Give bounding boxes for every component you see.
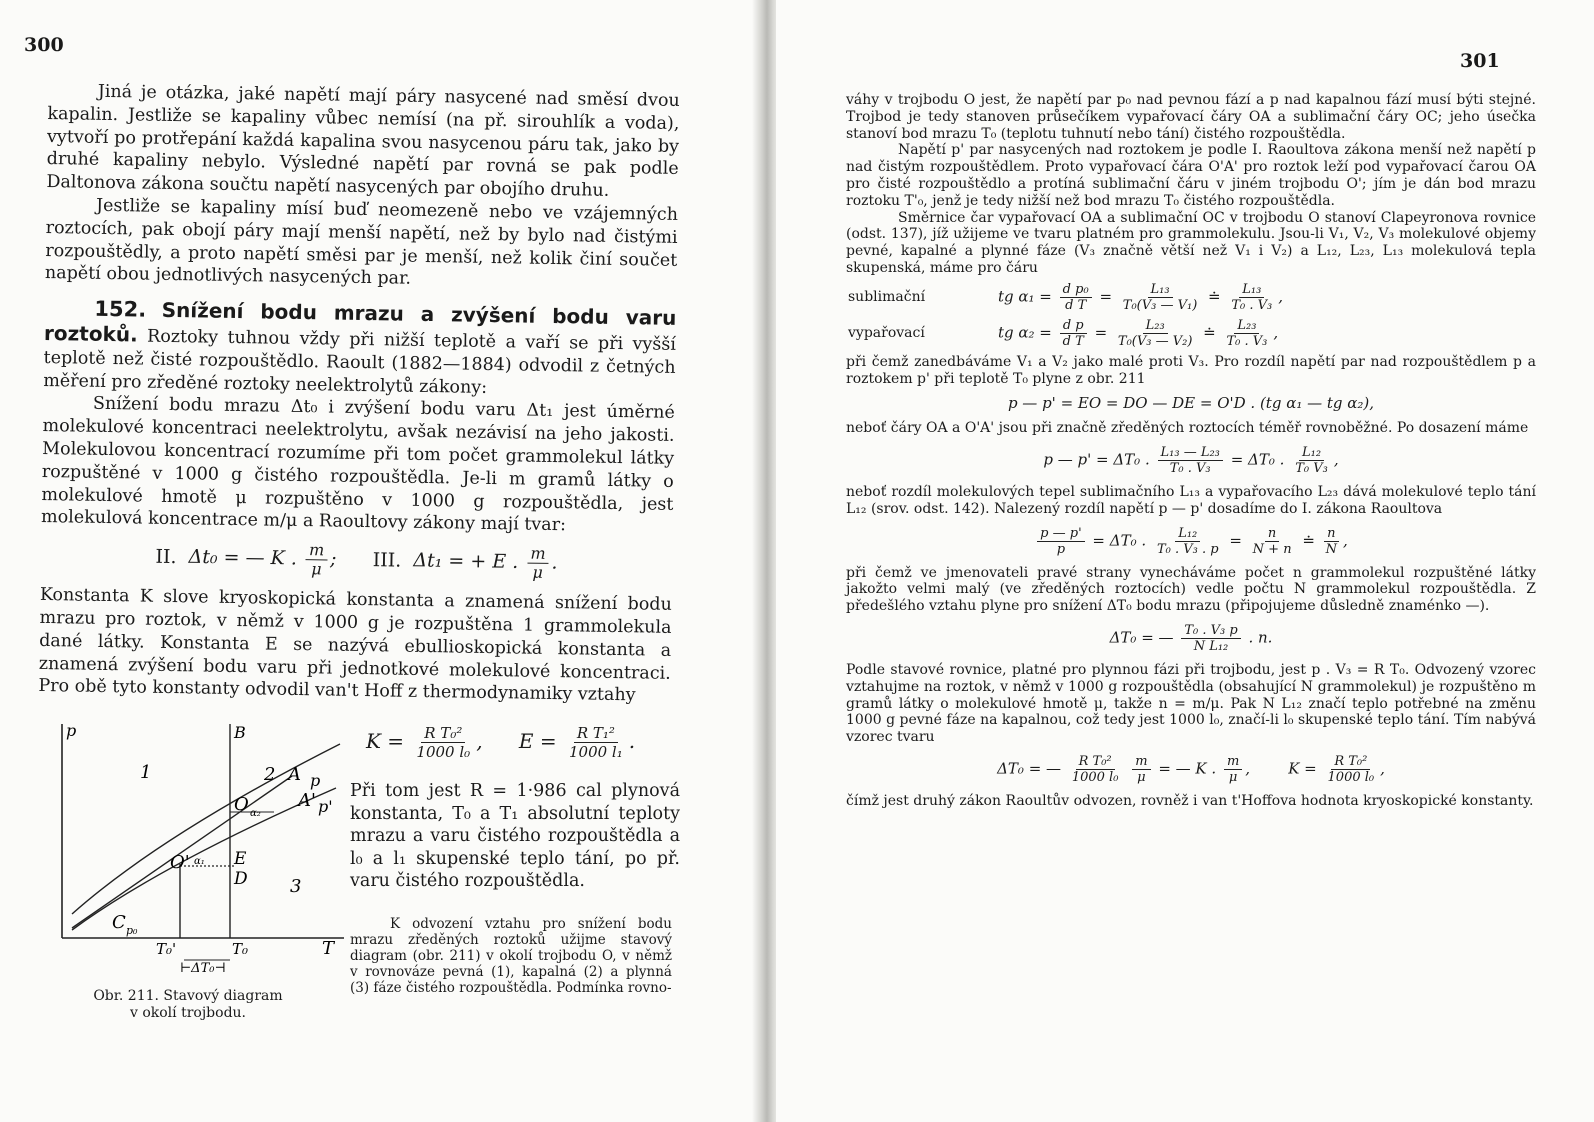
paragraph-solution-pressure: Napětí p' par nasycených nad roztokem je podle I. Raoultova zákona menší než napětí p nad čistým rozpouštědlem. Proto vypařovací čára O'A' pro roztok leží pod vypařovací čarou OA pro čisté rozpouštědlo a protíná sublimační čáru v jiném trojbodu O'; jím je dán bod mrazu roztoku T'₀, jenž je tedy nižší než bod mrazu T₀ čistého rozpouštědla. — [846, 142, 1536, 209]
vanthoff-formulas — [366, 724, 686, 761]
label-E: E — [234, 849, 247, 869]
eq2-f2-den: T₀(V₃ — V₂) — [1117, 333, 1193, 349]
phase-diagram-figure — [52, 716, 348, 986]
label-Oprime: O' — [170, 852, 190, 873]
e-fraction — [566, 724, 626, 761]
eq6-den: N L₁₂ — [1193, 638, 1229, 654]
label-T: T — [322, 938, 335, 959]
eq4-frac2 — [1292, 445, 1331, 476]
label-A: A — [288, 764, 301, 785]
equation-sublimation — [846, 282, 1536, 313]
eq7-f4-num: R T₀² — [1331, 754, 1370, 770]
eq7-frac4 — [1325, 754, 1378, 785]
eq2-frac2 — [1115, 318, 1196, 349]
eq1-frac2 — [1120, 282, 1201, 313]
eq1-f2-den: T₀(V₃ — V₁) — [1122, 297, 1198, 313]
label-T0: T₀ — [232, 940, 249, 958]
k-lhs: K = — [366, 729, 405, 753]
eq7-lhs: ΔT₀ = — — [997, 759, 1062, 778]
section-title: Snížení bodu mrazu a zvýšení bodu varu roztoků. — [43, 297, 677, 347]
paragraph-triple-point: váhy v trojbodu O jest, že napětí par p₀ nad pevnou fází a p nad kapalnou fází musí býti stejné. Trojbod je tedy stanoven průsečíkem vypařovací čáry OA a sublimační čáry OC; jeho úsečka stanoví bod mrazu T₀ (teplotu tuhnutí nebo tání) čistého rozpouštědla. — [846, 92, 1536, 142]
eq1-lhs: tg α₁ = — [998, 287, 1052, 306]
eq1-f3-num: L₁₃ — [1239, 282, 1264, 298]
eq-sublimation-label: sublimační — [848, 288, 926, 305]
eq5-frac2 — [1154, 526, 1222, 557]
eq7-f1-den: 1000 l₀ — [1071, 769, 1119, 785]
eq2-f1-den: d T — [1062, 333, 1084, 349]
law2-fraction — [306, 541, 328, 578]
figure-caption-line1: Obr. 211. Stavový diagram — [93, 988, 283, 1004]
law2-lhs: Δt₀ = — K . — [188, 545, 298, 570]
e-num: R T₁² — [574, 724, 618, 743]
figure-caption — [68, 988, 308, 1022]
eq7-f4-den: 1000 l₀ — [1327, 769, 1375, 785]
eq6-lhs: ΔT₀ = — — [1109, 628, 1174, 647]
paragraph-clapeyron: Směrnice čar vypařovací OA a sublimační OC v trojbodu O stanoví Clapeyronova rovnice (odst. 137), jíž užijeme ve tvaru platném pro grammolekulu. Jsou-li V₁, V₂, V₃ molekulové objemy pevné, kapalné a plynné fáze (V₃ značně větší než V₁ i V₂) a L₁₂, L₂₃, L₁₃ molekulová tepla skupenská, máme pro čáru — [846, 209, 1536, 276]
eq4-f2-den: T₀ V₃ — [1295, 460, 1328, 476]
label-Aprime: A' — [298, 790, 316, 811]
law2-num: m — [306, 541, 327, 560]
law3-lhs: Δt₁ = + E . — [413, 549, 519, 574]
paragraph-constants: Konstanta K slove kryoskopická konstanta a znamená snížení bodu mrazu pro roztok, v němž v 1000 g je rozpuštěna 1 grammolekula dané látky. Konstanta E se nazývá ebullioskopická konstanta a znamená zvýšení bodu varu při jednotkové molekulové koncentraci. Pro obě tyto konstanty odvodil van't Hoff z thermodynamiky vztahy — [38, 585, 672, 706]
page-number-left: 300 — [24, 34, 64, 56]
gas-constant-paragraph — [350, 780, 680, 893]
figure-caption-line2: v okolí trojbodu. — [129, 1005, 246, 1021]
law2-den: μ — [311, 559, 322, 579]
eq2-f1-num: d p — [1060, 318, 1087, 334]
eq5-f2-num: L₁₂ — [1175, 526, 1200, 542]
paragraph-gas-constant: Při tom jest R = 1·986 cal plynová konstanta, T₀ a T₁ absolutní teploty mrazu a varu čistého rozpouštědla a l₀ a l₁ skupenské teplo tání, po př. varu čistého rozpouštědla. — [350, 781, 680, 891]
paragraph-heat-of-fusion: neboť rozdíl molekulových tepel sublimačního L₁₃ a vypařovacího L₂₃ dává molekulové teplo tání L₁₂ (srov. odst. 142). Nalezený rozdíl napětí p — p' dosadíme do I. zákona Raoultova — [846, 483, 1536, 517]
eq7-frac1 — [1069, 754, 1122, 785]
law3-num: m — [527, 545, 548, 564]
eq6-rhs: . n. — [1248, 628, 1273, 647]
paragraph-raoult-laws: Snížení bodu mrazu Δt₀ i zvýšení bodu varu Δt₁ jest úměrné molekulové koncentraci neelektrolytu, avšak nezávisí na jeho jakosti. Molekulovou koncentrací rozumíme při tom počet grammolekul látky rozpuštěné v 1000 g čistého rozpouštědla. Je-li m gramů látky o molekulové hmotě μ rozpuštěno v 1000 g rozpouštědla, jest molekulová koncentrace m/μ a Raoultovy zákony mají tvar: — [40, 394, 676, 536]
k-num: R T₀² — [421, 724, 465, 743]
paragraph-state-equation: Podle stavové rovnice, platné pro plynnou fázi při trojbodu, jest p . V₃ = R T₀. Odvozený vzorec vztahujme na roztok, v němž v 1000 g rozpouštědla (obsahující N grammolekul) je rozpuštěno m gramů látky o molekulové hmotě μ, takže n = m/μ. Pak N L₁₂ značí teplo potřebné na změnu 1000 g pevné fáze na kapalnou, což tedy jest 1000 l₀, značí-li l₀ skupenské teplo tání. Tím nabývá vzorec tvaru — [846, 661, 1536, 746]
label-region-1: 1 — [140, 762, 152, 783]
eq1-frac1 — [1060, 282, 1092, 313]
left-page-body — [38, 80, 680, 708]
eq5-frac3 — [1250, 526, 1295, 557]
label-p-top: p — [310, 771, 321, 790]
paragraph-mixture-vapor: Jiná je otázka, jaké napětí mají páry nasycené nad směsí dvou kapalin. Jestliže se kapaliny vůbec nemísí (na př. sirouhlík a voda), vytvoří po protřepání každá kapalina svou nasycenou páru tak, jako by druhé kapaliny nebylo. Výsledné napětí par rovná se pak podle Daltonova zákona součtu napětí nasycených par obojího druhu. — [46, 81, 680, 202]
eq5-f2-den: T₀ . V₃ . p — [1156, 541, 1219, 557]
eq2-frac3 — [1224, 318, 1271, 349]
paragraph-neglect-volumes: při čemž zanedbáváme V₁ a V₂ jako malé proti V₃. Pro rozdíl napětí par nad rozpouštědlem p a roztokem p' při teplotě T₀ plyne z obr. 211 — [846, 353, 1536, 387]
paragraph-conclusion: čímž jest druhý zákon Raoultův odvozen, rovněž i van t'Hoffova hodnota kryoskopické konstanty. — [846, 792, 1534, 809]
label-region-3: 3 — [290, 876, 302, 897]
eq7-frac2 — [1132, 754, 1150, 785]
eq4-f1-num: L₁₃ — L₂₃ — [1158, 445, 1223, 461]
equation-pressure-difference: p — p' = EO = DO — DE = O'D . (tg α₁ — tg α₂), — [1007, 394, 1375, 413]
label-p: p — [66, 721, 77, 740]
law2-label: II. — [155, 545, 177, 568]
equation-substitution: p — p' = ΔT₀ . $\frac{\text{L₁₃ — L₂₃}}{\text{T₀ . V₃}}$ = ΔT₀ . $\frac{\text{L₁₂}}{\text{T₀ V₃}}$ , — [1043, 444, 1339, 476]
right-page-body — [846, 92, 1536, 810]
e-den: 1000 l₁ — [568, 743, 623, 761]
eq7-f3-num: m — [1224, 754, 1242, 770]
eq4-frac1 — [1158, 445, 1223, 476]
k-formula: K = $\frac{\text{R T₀²}}{\text{1000 l₀}}$ , — [366, 724, 483, 761]
eq7-k-lhs: K = — [1288, 759, 1317, 778]
eq4-lhs: p — p' = ΔT₀ . — [1043, 450, 1150, 469]
eq1-f1-num: d p₀ — [1060, 282, 1092, 298]
eq5-f3-den: N + n — [1252, 541, 1292, 557]
eq5-frac1 — [1037, 526, 1084, 557]
eq7-f2-den: μ — [1137, 769, 1146, 785]
eq5-frac4 — [1323, 526, 1340, 557]
eq2-f2-num: L₂₃ — [1143, 318, 1168, 334]
k-den: 1000 l₀ — [416, 743, 471, 761]
e-lhs: E = — [518, 729, 557, 753]
e-formula: E = $\frac{\text{R T₁²}}{\text{1000 l₁}}$ . — [518, 724, 636, 761]
eq1-f1-den: d T — [1065, 297, 1087, 313]
law3-label: III. — [372, 548, 402, 572]
left-page — [0, 0, 760, 1122]
eq-vaporization-body: tg α₂ = $\frac{\text{d p}}{\text{d T}}$ = $\frac{\text{L₂₃}}{\text{T₀(V₃ — V₂)}}$ ≐ $\frac{\text{L₂₃}}{\text{T₀ . V₃}}$ , — [998, 317, 1279, 349]
equation-raoult-first: $\frac{p — p'}{p}$ = ΔT₀ . $\frac{\text{L₁₂}}{\text{T₀ . V₃ . p}}$ = $\frac{n}{N + n}$ ≐ $\frac{n}{N}$ , — [846, 526, 1536, 557]
paragraph-raoult-intro: Roztoky tuhnou vždy při nižší teplotě a vaří se při vyšší teplotě než čisté rozpouštědlo. Raoult (1882—1884) odvodil z četných měření pro zředěné roztoky neelektrolytů zákony: — [43, 326, 677, 398]
eq7-frac3 — [1224, 754, 1242, 785]
law3-den: μ — [532, 562, 544, 582]
law3-fraction — [527, 545, 549, 582]
eq-vaporization-label: vypařovací — [848, 324, 925, 341]
eq7-f2-num: m — [1132, 754, 1150, 770]
paragraph-miscible-liquids: Jestliže se kapaliny mísí buď neomezeně nebo ve vzájemných roztocích, pak obojí páry mají menší napětí, než by bylo nad čistými rozpouštědly, a proto napětí směsi par je menší, než kolik činí součet napětí obou jednotlivých nasycených par. — [44, 195, 679, 290]
eq-sublimation-body: tg α₁ = $\frac{\text{d p₀}}{\text{d T}}$ = $\frac{\text{L₁₃}}{\text{T₀(V₃ — V₁)}}$ ≐ $\frac{\text{L₁₃}}{\text{T₀ . V₃}}$ , — [998, 281, 1284, 313]
section-number: 152. — [94, 296, 147, 322]
label-T0prime: T₀' — [156, 940, 177, 958]
small-print-paragraph — [350, 916, 672, 996]
eq5-f1-num: p — p' — [1037, 526, 1084, 542]
eq6-num: T₀ . V₃ p — [1181, 623, 1240, 639]
label-pprime: p' — [318, 797, 333, 816]
paragraph-derivation-intro: K odvození vztahu pro snížení bodu mrazu zředěných roztoků užijme stavový diagram (obr. 211) v okolí trojbodu O, v němž v rovnováze pevná (1), kapalná (2) a plynná (3) fáze čistého rozpouštědla. Podmínka rovno- — [350, 916, 672, 996]
label-p0: p₀ — [126, 924, 138, 937]
eq4-f2-num: L₁₂ — [1299, 445, 1324, 461]
k-fraction — [413, 724, 473, 761]
label-region-2: 2 — [264, 764, 276, 785]
eq7-mid: = — K . — [1158, 759, 1217, 778]
eq4-f1-den: T₀ . V₃ — [1169, 460, 1211, 476]
eq1-f3-den: T₀ . V₃ — [1231, 297, 1273, 313]
eq4-mid: = ΔT₀ . — [1230, 450, 1285, 469]
eq1-frac3 — [1228, 282, 1275, 313]
eq5-mid: = ΔT₀ . — [1092, 531, 1147, 550]
raoult-laws-formula: II. Δt₀ = — K . $\frac{m}{\mu}$ ; III. Δt₁ = + E . $\frac{m}{\mu}$ . — [155, 540, 558, 582]
paragraph-dilute-approx: při čemž ve jmenovateli pravé strany vynecháváme počet n grammolekul rozpuštěné látky jakožto velmi malý (ve zředěných roztocích) vedle počtu N grammolekul rozpouštědla. Z předešlého vztahu plyne pro snížení ΔT₀ bodu mrazu (připojujeme důsledně znaménko —). — [846, 564, 1536, 615]
eq2-lhs: tg α₂ = — [998, 323, 1052, 342]
eq7-f3-den: μ — [1228, 769, 1238, 785]
label-alpha2: α₂ — [250, 808, 261, 819]
eq2-f3-den: T₀ . V₃ — [1226, 333, 1268, 349]
label-B: B — [234, 723, 246, 742]
right-page — [776, 0, 1594, 1122]
page-number-right: 301 — [1460, 50, 1500, 72]
eq1-f2-num: L₁₃ — [1148, 282, 1173, 298]
eq6-frac — [1181, 623, 1240, 654]
equation-final-form: ΔT₀ = — $\frac{\text{R T₀²}}{\text{1000 l₀}}$ $\frac{m}{\mu}$ = — K . $\frac{m}{\mu}$ , K = $\frac{\text{R T₀²}}{\text{1000 l₀}}$ , — [997, 753, 1385, 785]
eq2-frac1 — [1060, 318, 1087, 349]
eq5-f3-num: n — [1265, 526, 1279, 542]
eq5-f4-den: N — [1325, 541, 1338, 557]
eq2-f3-num: L₂₃ — [1234, 318, 1259, 334]
phase-diagram-svg — [52, 716, 348, 986]
eq5-f1-den: p — [1056, 541, 1066, 557]
label-O: O — [234, 794, 249, 815]
label-D: D — [234, 869, 248, 889]
figure-block — [48, 716, 688, 1036]
equation-freezing-depression — [846, 623, 1536, 654]
eq5-f4-num: n — [1324, 526, 1338, 542]
equation-vaporization — [846, 318, 1536, 349]
eq7-f1-num: R T₀² — [1076, 754, 1115, 770]
label-C: C — [112, 912, 126, 933]
label-alpha1: α₁ — [194, 856, 205, 867]
section-heading — [43, 297, 676, 402]
paragraph-parallel-lines: neboť čáry OA a O'A' jsou při značně zředěných roztocích téměř rovnoběžné. Po dosazení máme — [846, 420, 1529, 437]
label-deltaT0: ⊢ΔT₀⊣ — [180, 961, 226, 976]
